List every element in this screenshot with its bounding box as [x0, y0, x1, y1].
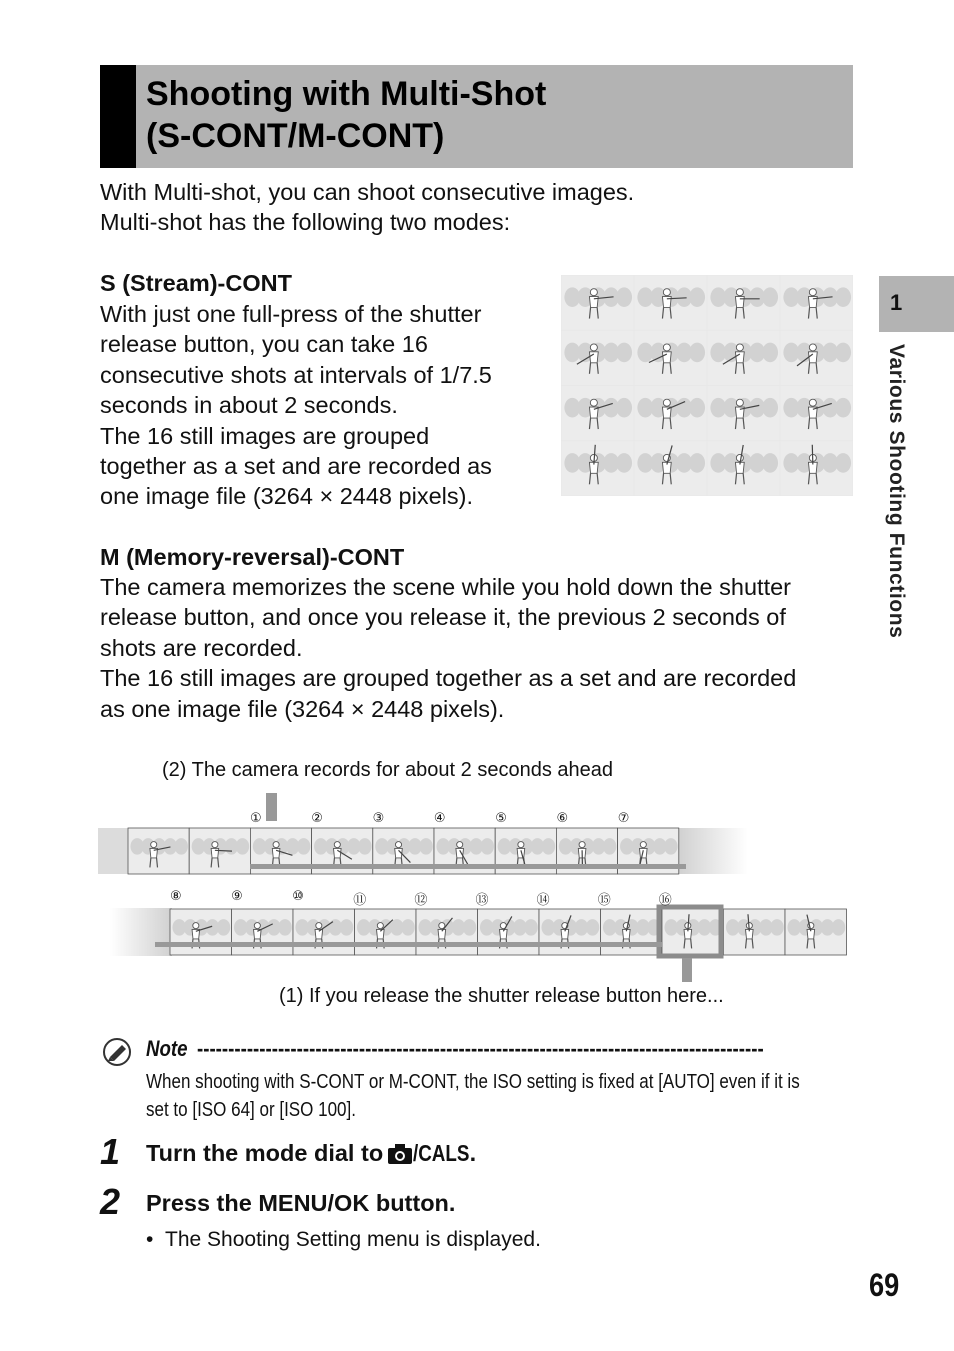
- step-1-text: [146, 1140, 476, 1167]
- sequence-frame: [781, 276, 853, 330]
- frame-number-label: ⑮: [597, 893, 611, 908]
- bullet-item: [146, 1228, 541, 1252]
- s-cont-line: one image file (3264 × 2448 pixels).: [100, 483, 473, 510]
- s-cont-line: consecutive shots at intervals of 1/7.5: [100, 361, 492, 388]
- frame-number-label: ⑪: [353, 893, 367, 908]
- sequence-frame: [635, 276, 707, 330]
- sequence-frame: [708, 386, 780, 440]
- timeline-frame: [232, 909, 294, 955]
- s-cont-line: The 16 still images are grouped: [100, 422, 430, 449]
- step-1-label: Turn the mode dial to: [146, 1140, 384, 1166]
- step-1-mode-text: /CALS: [413, 1140, 470, 1166]
- camera-icon: [387, 1143, 413, 1165]
- record-range-bar-row2: [155, 942, 662, 947]
- step-2-text: Press the MENU/OK button.: [146, 1190, 456, 1216]
- timeline-frame: [662, 909, 724, 955]
- timeline-frame: [170, 909, 232, 955]
- sequence-frame: [781, 386, 853, 440]
- sequence-frame: [635, 386, 707, 440]
- chapter-label: Various Shooting Functions: [885, 344, 908, 639]
- title-bar-accent: [100, 65, 136, 168]
- frame-number-label: ⑥: [556, 811, 569, 826]
- frame-number-label: ④: [433, 811, 446, 826]
- timeline-frame: [539, 909, 601, 955]
- timeline-frame: [601, 909, 663, 955]
- timeline-frame: [724, 909, 786, 955]
- sequence-frame: [635, 441, 707, 495]
- s-cont-sequence-image: [561, 275, 853, 496]
- note-title: Note: [146, 1036, 188, 1061]
- note-divider: -------------------------------------------------------------------------------------------: [197, 1036, 764, 1061]
- release-marker: [682, 958, 692, 982]
- frame-number-label: ⑦: [617, 811, 630, 826]
- page-title: [146, 73, 546, 157]
- chapter-number: 1: [890, 290, 903, 315]
- frame-number-label: ⑬: [475, 893, 489, 908]
- row1-fade-left: [98, 828, 130, 874]
- note-icon: [102, 1037, 132, 1067]
- step-2-number: 2: [100, 1181, 121, 1222]
- frame-number-label: ⑯: [658, 893, 672, 908]
- m-cont-line: shots are recorded.: [100, 634, 303, 661]
- page-number: 69: [869, 1267, 900, 1303]
- diagram-caption-top: (2) The camera records for about 2 seconds ahead: [162, 759, 613, 781]
- frame-number-label: ①: [250, 811, 262, 826]
- step-1-number: 1: [100, 1131, 121, 1172]
- frame-number-label: ⑩: [292, 889, 304, 904]
- sequence-frame: [562, 441, 634, 495]
- s-cont-line: seconds in about 2 seconds.: [100, 392, 398, 419]
- m-cont-body: [100, 572, 796, 724]
- frame-number-label: ⑫: [414, 893, 428, 908]
- frame-number-label: ⑤: [495, 811, 507, 826]
- page-title-line1: Shooting with Multi-Shot: [146, 75, 547, 113]
- timeline-frame: [785, 909, 847, 955]
- m-cont-line: The camera memorizes the scene while you hold down the shutter: [100, 574, 791, 600]
- note-line1: When shooting with S-CONT or M-CONT, the ISO setting is fixed at [AUTO] even if it is: [146, 1070, 800, 1093]
- bullet-dot: •: [146, 1228, 166, 1251]
- m-cont-line: release button, and once you release it, the previous 2 seconds of: [100, 604, 786, 631]
- timeline-frame: [478, 909, 540, 955]
- frame-number-label: ⑭: [536, 893, 550, 908]
- s-cont-line: release button, you can take 16: [100, 331, 428, 358]
- sequence-frame: [708, 276, 780, 330]
- record-range-bar-row1: [250, 864, 686, 869]
- intro-line1: With Multi-shot, you can shoot consecutive images.: [100, 179, 635, 205]
- start-marker: [266, 793, 277, 821]
- timeline-frame: [128, 828, 189, 874]
- timeline-frame: [189, 828, 250, 874]
- sequence-frame: [635, 331, 707, 385]
- s-cont-heading: S (Stream)-CONT: [100, 270, 292, 296]
- sequence-frame: [708, 441, 780, 495]
- sequence-frame: [708, 331, 780, 385]
- s-cont-body: [100, 299, 492, 512]
- frame-number-label: ②: [311, 811, 323, 826]
- timeline-frame: [416, 909, 478, 955]
- row2-fade-left: [110, 908, 172, 956]
- frame-number-label: ⑧: [170, 889, 182, 904]
- timeline-frame: [355, 909, 417, 955]
- bullet-text: The Shooting Setting menu is displayed.: [165, 1228, 541, 1251]
- intro-line2: Multi-shot has the following two modes:: [100, 209, 511, 236]
- timeline-frame: [293, 909, 355, 955]
- sequence-frame: [562, 276, 634, 330]
- m-cont-line: The 16 still images are grouped together as a set and are recorded: [100, 665, 797, 692]
- diagram-caption-bottom: (1) If you release the shutter release button here...: [279, 985, 724, 1007]
- m-cont-heading: M (Memory-reversal)-CONT: [100, 544, 405, 570]
- s-cont-line: together as a set and are recorded as: [100, 453, 492, 480]
- page-title-line2: (S-CONT/M-CONT): [146, 117, 445, 155]
- row1-fade-right: [678, 828, 748, 874]
- s-cont-line: With just one full-press of the shutter: [100, 301, 482, 327]
- sequence-frame: [562, 386, 634, 440]
- step-1-suffix: .: [469, 1140, 477, 1166]
- note-body: [146, 1068, 843, 1124]
- note-line2: set to [ISO 64] or [ISO 100].: [146, 1098, 356, 1121]
- sequence-frame: [781, 441, 853, 495]
- frame-number-label: ⑨: [231, 889, 243, 904]
- sequence-frame: [562, 331, 634, 385]
- intro: [100, 177, 634, 238]
- sequence-frame: [781, 331, 853, 385]
- m-cont-line: as one image file (3264 × 2448 pixels).: [100, 695, 505, 722]
- frame-number-label: ③: [372, 811, 385, 826]
